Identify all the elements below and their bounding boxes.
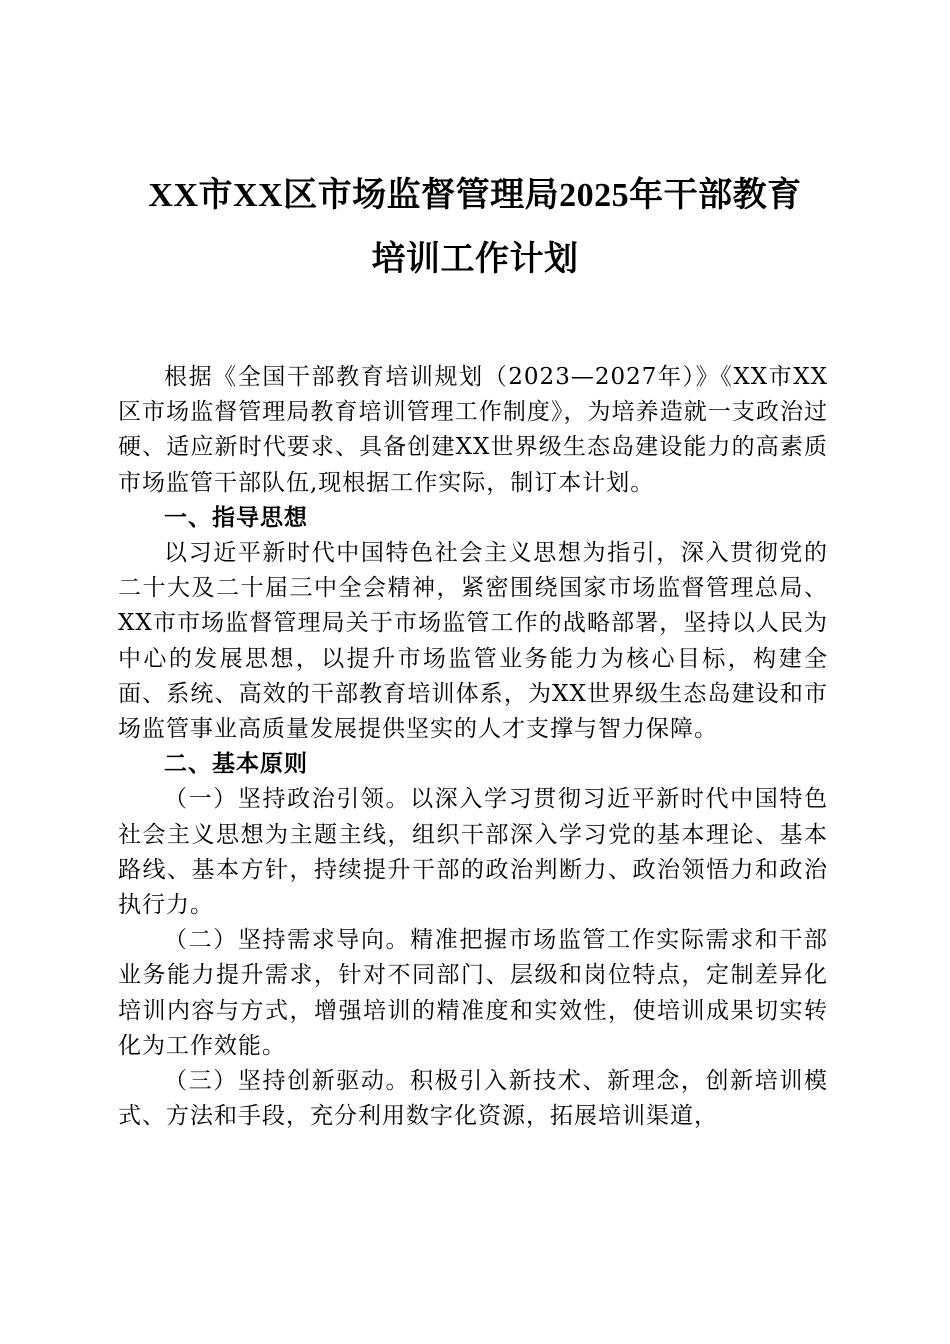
section-heading-basic-principles: 二、基本原则 <box>164 751 308 778</box>
principle-paragraph-3: （三）坚持创新驱动。积极引入新技术、新理念，创新培训模式、方法和手段，充分利用数字化资源，拓展培训渠道， <box>118 1068 828 1130</box>
intro-paragraph: 根据《全国干部教育培训规划（2023—2027年）》《XX市XX区市场监督管理局教育培训管理工作制度》，为培养造就一支政治过硬、适应新时代要求、具备创建XX世界级生态岛建设能力的高素质市场监管干部队伍,现根据工作实际，制订本计划。 <box>118 364 828 496</box>
principle-paragraph-1: （一）坚持政治引领。以深入学习贯彻习近平新时代中国特色社会主义思想为主题主线，组织干部深入学习党的基本理论、基本路线、基本方针，持续提升干部的政治判断力、政治领悟力和政治执行力。 <box>118 786 828 919</box>
document-title-line-1: XX市XX区市场监督管理局2025年干部教育 <box>148 177 802 214</box>
document-body <box>118 360 828 1134</box>
document-title-line-2: 培训工作计划 <box>371 241 579 278</box>
section-heading-guiding-ideology: 一、指导思想 <box>164 504 308 531</box>
guiding-ideology-paragraph: 以习近平新时代中国特色社会主义思想为指引，深入贯彻党的二十大及二十届三中全会精神，紧密围绕国家市场监督管理总局、XX市市场监督管理局关于市场监管工作的战略部署，坚持以人民为中心的发展思想，以提升市场监管业务能力为核心目标，构建全面、系统、高效的干部教育培训体系，为XX世界级生态岛建设和市场监管事业高质量发展提供坚实的人才支撑与智力保障。 <box>118 540 828 743</box>
principle-paragraph-2: （二）坚持需求导向。精准把握市场监管工作实际需求和干部业务能力提升需求，针对不同部门、层级和岗位特点，定制差异化培训内容与方式，增强培训的精准度和实效性，使培训成果切实转化为工作效能。 <box>118 927 828 1059</box>
